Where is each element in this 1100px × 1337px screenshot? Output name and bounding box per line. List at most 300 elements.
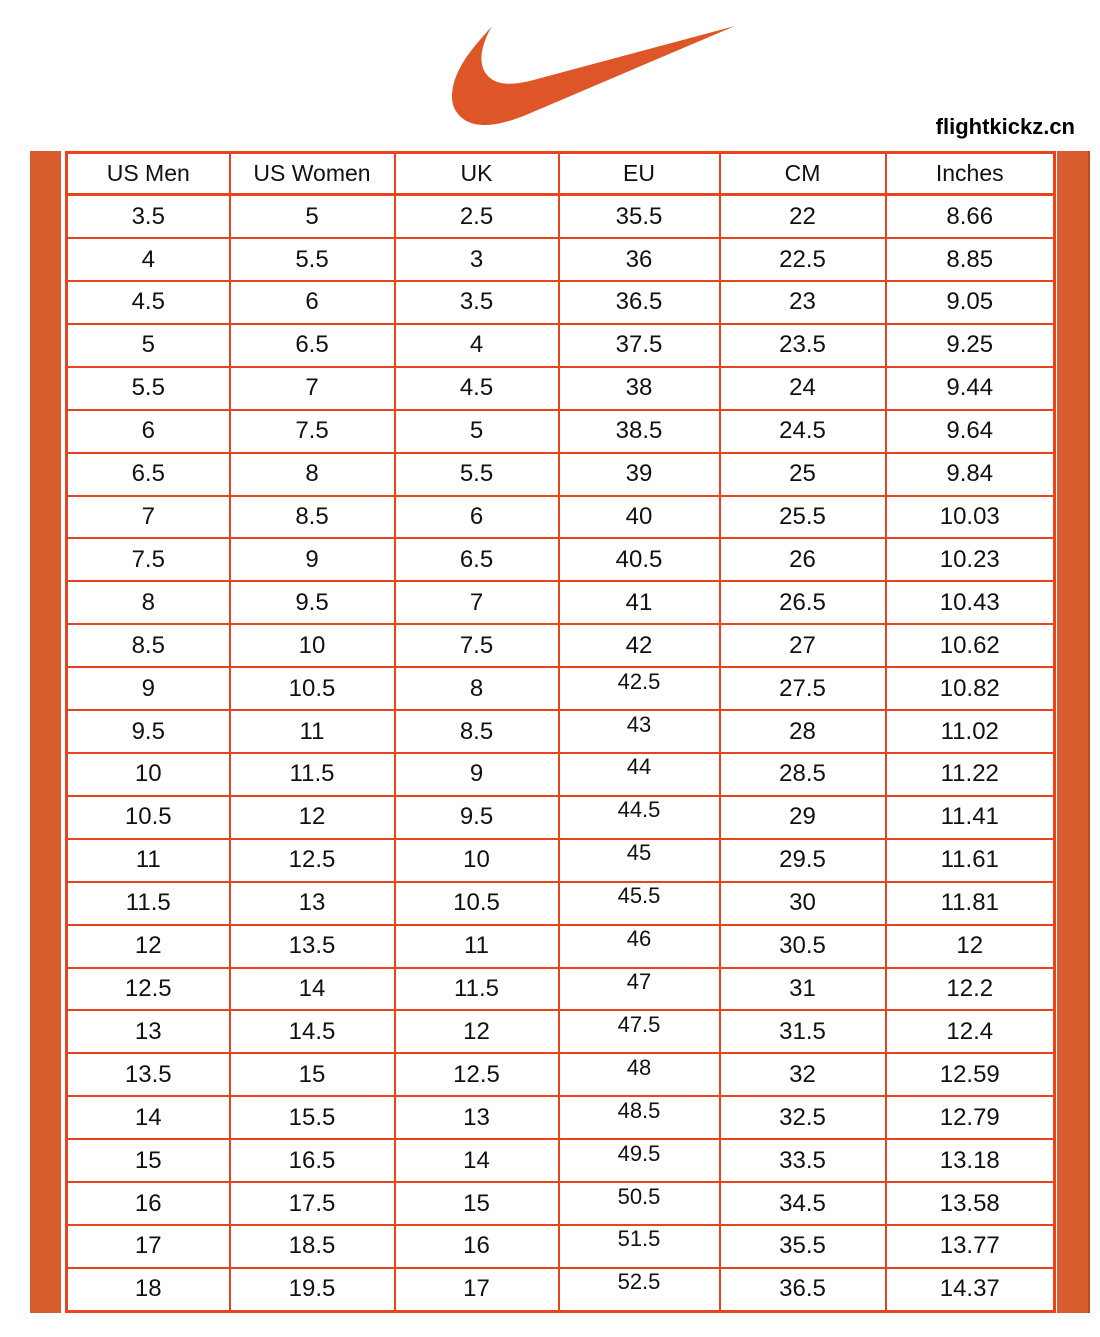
- cell-value: 11.5: [454, 974, 499, 1002]
- watermark-text: flightkickz.cn: [935, 114, 1075, 139]
- cell-us-men: [67, 195, 230, 239]
- cell-value: 41: [625, 588, 653, 616]
- cell-value: 10.62: [939, 631, 1000, 659]
- cell-cm: [720, 238, 886, 281]
- cell-value: 49.5: [617, 1140, 661, 1166]
- cell-value: 7: [141, 503, 155, 530]
- cell-us-men: [67, 1053, 230, 1096]
- cell-value: 10.5: [288, 674, 336, 702]
- cell-value: 13: [134, 1017, 162, 1045]
- cell-value: 13.58: [939, 1189, 1000, 1217]
- cell-value: 42.5: [617, 668, 661, 694]
- cell-value: 29.5: [779, 846, 826, 874]
- cell-value: 12.4: [946, 1017, 994, 1045]
- cell-value: 5: [305, 202, 319, 230]
- cell-value: 24: [789, 374, 816, 402]
- cell-us-men: [67, 710, 230, 753]
- cell-cm: [720, 753, 886, 796]
- cell-eu: [559, 968, 720, 1011]
- cell-value: 15: [298, 1060, 326, 1088]
- cell-value: 9: [141, 674, 155, 702]
- cell-eu: [559, 667, 720, 710]
- cell-uk: [395, 581, 559, 624]
- table-row: [67, 453, 1055, 496]
- cell-value: 8: [305, 460, 319, 488]
- cell-value: 14: [298, 974, 326, 1002]
- cell-value: 45.5: [617, 883, 661, 909]
- cell-value: 11: [299, 717, 325, 745]
- cell-cm: [720, 324, 886, 367]
- cell-value: 9.25: [946, 331, 994, 359]
- cell-value: 2.5: [459, 202, 494, 230]
- cell-inches: [886, 624, 1055, 667]
- cell-value: 10.5: [453, 889, 500, 917]
- cell-value: 35.5: [779, 1232, 826, 1260]
- table-row: [67, 538, 1055, 581]
- cell-us-men: [67, 453, 230, 496]
- cell-value: 28.5: [779, 760, 826, 788]
- cell-value: 14.5: [288, 1017, 336, 1045]
- column-header-eu: EU: [559, 153, 720, 195]
- cell-value: 11.61: [940, 846, 999, 874]
- cell-us-women: [230, 496, 395, 539]
- cell-value: 25: [789, 460, 816, 488]
- cell-cm: [720, 581, 886, 624]
- cell-value: 6.5: [131, 460, 165, 488]
- cell-value: 3.5: [459, 288, 494, 316]
- cell-eu: [559, 1053, 720, 1096]
- cell-cm: [720, 796, 886, 839]
- cell-cm: [720, 453, 886, 496]
- cell-eu: [559, 882, 720, 925]
- cell-value: 18: [134, 1275, 162, 1303]
- cell-uk: [395, 1010, 559, 1053]
- table-row: [67, 1182, 1055, 1225]
- cell-value: 15: [463, 1189, 490, 1217]
- cell-us-women: [230, 624, 395, 667]
- cell-us-women: [230, 1010, 395, 1053]
- cell-value: 5: [469, 417, 484, 445]
- cell-value: 4.5: [459, 374, 494, 402]
- cell-value: 11: [464, 932, 489, 960]
- cell-uk: [395, 1225, 559, 1268]
- cell-value: 52.5: [617, 1269, 661, 1295]
- cell-cm: [720, 667, 886, 710]
- cell-eu: [559, 281, 720, 324]
- cell-cm: [720, 281, 886, 324]
- cell-inches: [886, 238, 1055, 281]
- cell-us-men: [67, 367, 230, 410]
- cell-inches: [886, 925, 1055, 968]
- cell-uk: [395, 324, 559, 367]
- cell-us-men: [67, 538, 230, 581]
- cell-inches: [886, 839, 1055, 882]
- cell-value: 7: [305, 374, 319, 402]
- cell-eu: [559, 796, 720, 839]
- cell-uk: [395, 1096, 559, 1139]
- cell-inches: [886, 1225, 1055, 1268]
- cell-us-women: [230, 753, 395, 796]
- cell-value: 4: [141, 245, 155, 273]
- table-row: [67, 882, 1055, 925]
- cell-value: 18.5: [288, 1232, 336, 1260]
- cell-eu: [559, 1139, 720, 1182]
- cell-uk: [395, 839, 559, 882]
- cell-inches: [886, 496, 1055, 539]
- cell-value: 37.5: [615, 331, 663, 359]
- cell-us-women: [230, 453, 395, 496]
- cell-value: 29: [789, 803, 816, 831]
- cell-value: 9.5: [295, 588, 329, 616]
- cell-inches: [886, 1182, 1055, 1225]
- table-row: [67, 968, 1055, 1011]
- cell-value: 32.5: [779, 1103, 826, 1131]
- cell-value: 11: [135, 846, 161, 874]
- cell-inches: [886, 710, 1055, 753]
- cell-value: 4.5: [131, 288, 165, 316]
- table-row: [67, 1053, 1055, 1096]
- cell-us-women: [230, 324, 395, 367]
- cell-cm: [720, 1053, 886, 1096]
- cell-us-women: [230, 839, 395, 882]
- cell-eu: [559, 410, 720, 453]
- cell-us-women: [230, 796, 395, 839]
- cell-value: 5.5: [295, 245, 329, 273]
- cell-eu: [559, 324, 720, 367]
- cell-uk: [395, 496, 559, 539]
- cell-inches: [886, 581, 1055, 624]
- cell-inches: [886, 882, 1055, 925]
- cell-us-women: [230, 581, 395, 624]
- cell-cm: [720, 367, 886, 410]
- cell-value: 22: [789, 202, 816, 230]
- cell-value: 38: [625, 374, 653, 402]
- column-header-uk: UK: [395, 153, 559, 195]
- cell-value: 47: [626, 968, 652, 994]
- table-row: [67, 496, 1055, 539]
- cell-eu: [559, 1096, 720, 1139]
- cell-inches: [886, 1268, 1055, 1312]
- cell-value: 10.5: [124, 803, 172, 831]
- cell-value: 25.5: [779, 503, 826, 530]
- cell-value: 8: [469, 674, 484, 702]
- size-conversion-table: [65, 151, 1056, 1313]
- cell-uk: [395, 710, 559, 753]
- cell-value: 11.22: [940, 760, 999, 788]
- table-row: [67, 1139, 1055, 1182]
- table-row: [67, 624, 1055, 667]
- cell-value: 23.5: [779, 331, 826, 359]
- cell-us-women: [230, 195, 395, 239]
- column-header-us-men: US Men: [67, 153, 230, 195]
- cell-us-women: [230, 1225, 395, 1268]
- table-row: [67, 925, 1055, 968]
- cell-us-women: [230, 1096, 395, 1139]
- cell-value: 7: [469, 588, 484, 616]
- cell-value: 28: [789, 717, 816, 745]
- table-row: [67, 324, 1055, 367]
- cell-value: 6.5: [295, 331, 329, 359]
- column-header-cm: CM: [720, 153, 886, 195]
- cell-uk: [395, 1268, 559, 1312]
- cell-eu: [559, 839, 720, 882]
- cell-inches: [886, 968, 1055, 1011]
- cell-value: 5.5: [131, 374, 165, 402]
- cell-eu: [559, 238, 720, 281]
- cell-value: 11.81: [940, 889, 999, 917]
- cell-us-women: [230, 1139, 395, 1182]
- cell-cm: [720, 1268, 886, 1312]
- cell-value: 32: [789, 1060, 816, 1088]
- cell-value: 10.82: [939, 674, 1000, 702]
- cell-uk: [395, 753, 559, 796]
- cell-value: 12.2: [946, 974, 994, 1002]
- cell-cm: [720, 1182, 886, 1225]
- cell-value: 3: [469, 245, 484, 273]
- cell-cm: [720, 1139, 886, 1182]
- cell-value: 13.5: [288, 932, 336, 960]
- cell-value: 10: [463, 846, 490, 874]
- cell-cm: [720, 1010, 886, 1053]
- cell-value: 13: [463, 1103, 490, 1131]
- cell-value: 24.5: [779, 417, 826, 445]
- cell-eu: [559, 753, 720, 796]
- cell-eu: [559, 538, 720, 581]
- cell-us-men: [67, 581, 230, 624]
- cell-cm: [720, 410, 886, 453]
- cell-eu: [559, 367, 720, 410]
- cell-cm: [720, 968, 886, 1011]
- cell-value: 12.5: [453, 1060, 500, 1088]
- cell-uk: [395, 238, 559, 281]
- cell-value: 13.77: [939, 1232, 1000, 1260]
- cell-value: 5: [141, 331, 155, 359]
- cell-value: 8: [141, 588, 155, 616]
- cell-value: 42: [625, 631, 653, 659]
- table-row: [67, 238, 1055, 281]
- cell-value: 9.5: [459, 803, 494, 831]
- table-row: [67, 1096, 1055, 1139]
- cell-value: 27: [789, 631, 816, 659]
- cell-value: 36.5: [615, 288, 663, 316]
- cell-uk: [395, 1139, 559, 1182]
- cell-value: 10: [298, 631, 326, 659]
- column-header-us-women: US Women: [230, 153, 395, 195]
- cell-value: 17: [134, 1232, 162, 1260]
- table-row: [67, 410, 1055, 453]
- cell-cm: [720, 195, 886, 239]
- table-row: [67, 710, 1055, 753]
- table-row: [67, 667, 1055, 710]
- cell-value: 13: [298, 889, 326, 917]
- cell-inches: [886, 195, 1055, 239]
- cell-inches: [886, 410, 1055, 453]
- cell-value: 16: [134, 1189, 162, 1217]
- cell-us-men: [67, 238, 230, 281]
- cell-value: 17: [463, 1275, 490, 1303]
- cell-us-women: [230, 538, 395, 581]
- cell-us-men: [67, 410, 230, 453]
- cell-inches: [886, 1139, 1055, 1182]
- cell-value: 16.5: [288, 1146, 336, 1174]
- cell-inches: [886, 453, 1055, 496]
- cell-uk: [395, 968, 559, 1011]
- cell-inches: [886, 538, 1055, 581]
- cell-value: 31.5: [779, 1017, 826, 1045]
- header-row: [67, 153, 1055, 195]
- cell-value: 35.5: [615, 202, 663, 230]
- cell-us-men: [67, 882, 230, 925]
- cell-value: 14: [134, 1103, 162, 1131]
- cell-value: 11.5: [289, 760, 335, 788]
- cell-inches: [886, 667, 1055, 710]
- left-accent-bar: [30, 151, 61, 1313]
- cell-us-men: [67, 1096, 230, 1139]
- table-row: [67, 195, 1055, 239]
- table-row: [67, 1225, 1055, 1268]
- cell-value: 12: [134, 932, 162, 960]
- table-row: [67, 1010, 1055, 1053]
- cell-uk: [395, 667, 559, 710]
- cell-value: 19.5: [288, 1275, 336, 1303]
- cell-us-men: [67, 1182, 230, 1225]
- cell-us-women: [230, 410, 395, 453]
- cell-uk: [395, 367, 559, 410]
- cell-us-men: [67, 839, 230, 882]
- cell-us-men: [67, 925, 230, 968]
- cell-value: 11.5: [125, 889, 171, 917]
- cell-value: 40.5: [615, 545, 663, 573]
- cell-value: 39: [625, 460, 653, 488]
- table-row: [67, 796, 1055, 839]
- cell-value: 12: [463, 1017, 490, 1045]
- cell-us-women: [230, 968, 395, 1011]
- cell-us-men: [67, 753, 230, 796]
- cell-value: 16: [463, 1232, 490, 1260]
- table-row: [67, 367, 1055, 410]
- cell-value: 8.5: [131, 631, 165, 659]
- cell-value: 7.5: [295, 417, 329, 445]
- cell-inches: [886, 1010, 1055, 1053]
- cell-uk: [395, 538, 559, 581]
- table-row: [67, 1268, 1055, 1312]
- cell-value: 15: [134, 1146, 162, 1174]
- cell-value: 14.37: [939, 1275, 1000, 1303]
- cell-value: 17.5: [288, 1189, 336, 1217]
- cell-value: 46: [626, 926, 652, 952]
- cell-uk: [395, 1053, 559, 1096]
- cell-value: 40: [625, 503, 653, 530]
- cell-us-women: [230, 1182, 395, 1225]
- cell-value: 34.5: [779, 1189, 826, 1217]
- cell-value: 48.5: [617, 1097, 661, 1123]
- cell-value: 9.5: [131, 717, 165, 745]
- cell-value: 23: [789, 288, 816, 316]
- cell-value: 15.5: [288, 1103, 336, 1131]
- table-row: [67, 839, 1055, 882]
- table-row: [67, 281, 1055, 324]
- cell-us-women: [230, 925, 395, 968]
- cell-eu: [559, 581, 720, 624]
- cell-uk: [395, 195, 559, 239]
- cell-inches: [886, 281, 1055, 324]
- cell-uk: [395, 882, 559, 925]
- cell-us-men: [67, 496, 230, 539]
- cell-inches: [886, 324, 1055, 367]
- cell-value: 26.5: [779, 588, 826, 616]
- table-body: [67, 195, 1055, 1312]
- cell-value: 10.23: [939, 545, 1000, 573]
- cell-us-men: [67, 1268, 230, 1312]
- cell-value: 9: [469, 760, 484, 788]
- cell-value: 6: [141, 417, 155, 445]
- cell-value: 30: [789, 889, 816, 917]
- cell-uk: [395, 410, 559, 453]
- nike-swoosh-icon: [452, 26, 735, 125]
- cell-us-men: [67, 667, 230, 710]
- column-header-inches: Inches: [886, 153, 1055, 195]
- cell-cm: [720, 1096, 886, 1139]
- cell-value: 36.5: [779, 1275, 826, 1303]
- cell-value: 33.5: [779, 1146, 826, 1174]
- cell-us-women: [230, 281, 395, 324]
- cell-us-women: [230, 882, 395, 925]
- cell-us-men: [67, 324, 230, 367]
- cell-us-men: [67, 1225, 230, 1268]
- cell-cm: [720, 624, 886, 667]
- cell-value: 11.41: [940, 803, 999, 831]
- cell-value: 12.79: [939, 1103, 1000, 1131]
- cell-eu: [559, 195, 720, 239]
- cell-uk: [395, 925, 559, 968]
- cell-value: 10.03: [939, 503, 1000, 530]
- cell-us-men: [67, 624, 230, 667]
- cell-value: 13.5: [124, 1060, 172, 1088]
- cell-uk: [395, 1182, 559, 1225]
- cell-cm: [720, 882, 886, 925]
- cell-us-men: [67, 796, 230, 839]
- cell-eu: [559, 925, 720, 968]
- cell-value: 9.05: [946, 288, 994, 316]
- cell-value: 48: [626, 1054, 652, 1080]
- cell-eu: [559, 624, 720, 667]
- cell-value: 50.5: [617, 1183, 661, 1209]
- cell-value: 10.43: [939, 588, 1000, 616]
- cell-cm: [720, 839, 886, 882]
- cell-value: 7.5: [459, 631, 494, 659]
- cell-value: 12: [956, 932, 984, 960]
- cell-us-women: [230, 667, 395, 710]
- cell-value: 9: [305, 545, 319, 573]
- cell-value: 6: [305, 288, 319, 316]
- cell-cm: [720, 925, 886, 968]
- cell-value: 12.5: [124, 974, 172, 1002]
- cell-eu: [559, 1010, 720, 1053]
- cell-eu: [559, 710, 720, 753]
- cell-value: 9.64: [946, 417, 994, 445]
- right-accent-bar: [1057, 151, 1090, 1313]
- cell-value: 44: [626, 754, 652, 780]
- cell-value: 26: [789, 545, 816, 573]
- cell-eu: [559, 1268, 720, 1312]
- cell-value: 31: [789, 974, 816, 1002]
- cell-us-women: [230, 238, 395, 281]
- cell-value: 5.5: [459, 460, 494, 488]
- cell-value: 27.5: [779, 674, 826, 702]
- cell-value: 51.5: [617, 1226, 661, 1252]
- cell-us-men: [67, 1139, 230, 1182]
- cell-value: 3.5: [131, 202, 165, 230]
